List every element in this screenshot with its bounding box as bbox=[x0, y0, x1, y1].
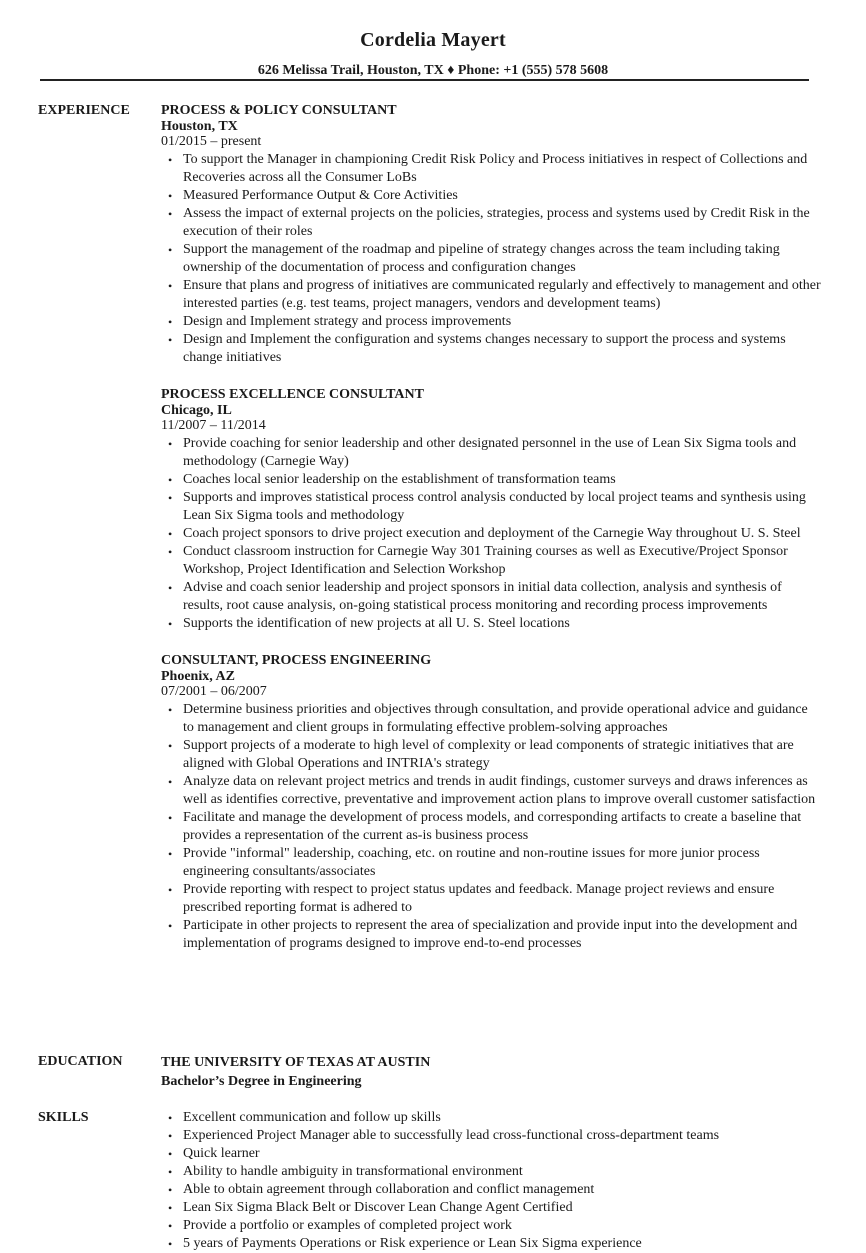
bullet-item: • Coaches local senior leadership on the establishment of transformation teams bbox=[161, 471, 821, 489]
job-bullets bbox=[161, 435, 821, 633]
skill-item: • Quick learner bbox=[161, 1145, 821, 1163]
skill-item: • Ability to handle ambiguity in transformational environment bbox=[161, 1163, 821, 1181]
experience-body bbox=[161, 102, 821, 972]
job-bullets bbox=[161, 151, 821, 367]
skill-item: • Experienced Project Manager able to successfully lead cross-functional cross-department teams bbox=[161, 1127, 821, 1145]
degree-name: Bachelor’s Degree in Engineering bbox=[161, 1074, 362, 1089]
bullet-item: • To support the Manager in championing Credit Risk Policy and Process initiatives in respect of Collections and Recoveries across all the Consumer LoBs bbox=[161, 151, 821, 187]
contact-line: 626 Melissa Trail, Houston, TX ♦ Phone: +1 (555) 578 5608 bbox=[257, 63, 609, 78]
bullet-item: • Design and Implement the configuration and systems changes necessary to support the process and systems change initiatives bbox=[161, 331, 821, 367]
bullet-item: • Provide "informal" leadership, coaching, etc. on routine and non-routine issues for more junior process engineering consultants/associates bbox=[161, 845, 821, 881]
bullet-item: • Ensure that plans and progress of initiatives are communicated regularly and effectively to management and other interested parties (e.g. test teams, project managers, vendors and development teams) bbox=[161, 277, 821, 313]
education-body bbox=[161, 1053, 821, 1091]
bullet-item: • Coach project sponsors to drive project execution and deployment of the Carnegie Way throughout U. S. Steel bbox=[161, 525, 821, 543]
bullet-item: • Support the management of the roadmap and pipeline of strategy changes across the team including taking ownership of the documentation of process and configuration changes bbox=[161, 241, 821, 277]
resume-header bbox=[0, 28, 866, 52]
header-divider bbox=[40, 79, 809, 81]
job-entry bbox=[161, 102, 821, 367]
bullet-item: • Provide reporting with respect to project status updates and feedback. Manage project reviews and ensure prescribed reporting format is adhered to bbox=[161, 881, 821, 917]
job-location: Chicago, IL bbox=[161, 403, 232, 418]
bullet-item: • Supports the identification of new projects at all U. S. Steel locations bbox=[161, 615, 821, 633]
bullet-item: • Conduct classroom instruction for Carnegie Way 301 Training courses as well as Executive/Project Sponsor Workshop, Project Identification and Selection Workshop bbox=[161, 543, 821, 579]
job-entry bbox=[161, 652, 821, 953]
skill-item: • Excellent communication and follow up skills bbox=[161, 1109, 821, 1127]
bullet-item: • Provide coaching for senior leadership and other designated personnel in the use of Lean Six Sigma tools and methodology (Carnegie Way) bbox=[161, 435, 821, 471]
skill-item: • Lean Six Sigma Black Belt or Discover Lean Change Agent Certified bbox=[161, 1199, 821, 1217]
job-dates: 11/2007 – 11/2014 bbox=[161, 418, 266, 433]
bullet-item: • Participate in other projects to represent the area of specialization and provide input into the development and implementation of programs designed to improve end-to-end processes bbox=[161, 917, 821, 953]
job-location: Phoenix, AZ bbox=[161, 669, 235, 684]
bullet-item: • Facilitate and manage the development of process models, and corresponding artifacts to create a baseline that provides a representation of the current as-is business process bbox=[161, 809, 821, 845]
bullet-item: • Support projects of a moderate to high level of complexity or lead components of strategic initiatives that are aligned with Global Operations and INTRIA's strategy bbox=[161, 737, 821, 773]
experience-heading: EXPERIENCE bbox=[38, 103, 130, 118]
skills-heading: SKILLS bbox=[38, 1110, 89, 1125]
education-heading: EDUCATION bbox=[38, 1054, 123, 1069]
job-title: CONSULTANT, PROCESS ENGINEERING bbox=[161, 653, 432, 668]
job-dates: 07/2001 – 06/2007 bbox=[161, 684, 267, 699]
bullet-item: • Analyze data on relevant project metrics and trends in audit findings, customer surveys and draws inferences as well as identifies corrective, preventative and improvement action plans to improve overall customer satisfaction bbox=[161, 773, 821, 809]
skill-item: • Able to obtain agreement through collaboration and conflict management bbox=[161, 1181, 821, 1199]
school-name: THE UNIVERSITY OF TEXAS AT AUSTIN bbox=[161, 1055, 431, 1070]
bullet-item: • Measured Performance Output & Core Activities bbox=[161, 187, 821, 205]
bullet-item: • Design and Implement strategy and process improvements bbox=[161, 313, 821, 331]
job-dates: 01/2015 – present bbox=[161, 134, 262, 149]
skills-list bbox=[161, 1109, 821, 1253]
job-title: PROCESS & POLICY CONSULTANT bbox=[161, 103, 397, 118]
bullet-item: • Advise and coach senior leadership and project sponsors in initial data collection, analysis and synthesis of results, root cause analysis, on-going statistical process monitoring and recording process improvements bbox=[161, 579, 821, 615]
job-location: Houston, TX bbox=[161, 119, 238, 134]
skill-item: • Provide a portfolio or examples of completed project work bbox=[161, 1217, 821, 1235]
skills-body bbox=[161, 1109, 821, 1253]
bullet-item: • Assess the impact of external projects on the policies, strategies, process and systems used by Credit Risk in the execution of their roles bbox=[161, 205, 821, 241]
bullet-item: • Supports and improves statistical process control analysis conducted by local project teams and synthesis using Lean Six Sigma tools and methodology bbox=[161, 489, 821, 525]
candidate-name: Cordelia Mayert bbox=[360, 29, 506, 51]
job-entry bbox=[161, 386, 821, 633]
skill-item: • 5 years of Payments Operations or Risk experience or Lean Six Sigma experience bbox=[161, 1235, 821, 1253]
bullet-item: • Determine business priorities and objectives through consultation, and provide operational advice and guidance to management and client groups in formulating effective problem-solving approaches bbox=[161, 701, 821, 737]
job-bullets bbox=[161, 701, 821, 953]
job-title: PROCESS EXCELLENCE CONSULTANT bbox=[161, 387, 424, 402]
